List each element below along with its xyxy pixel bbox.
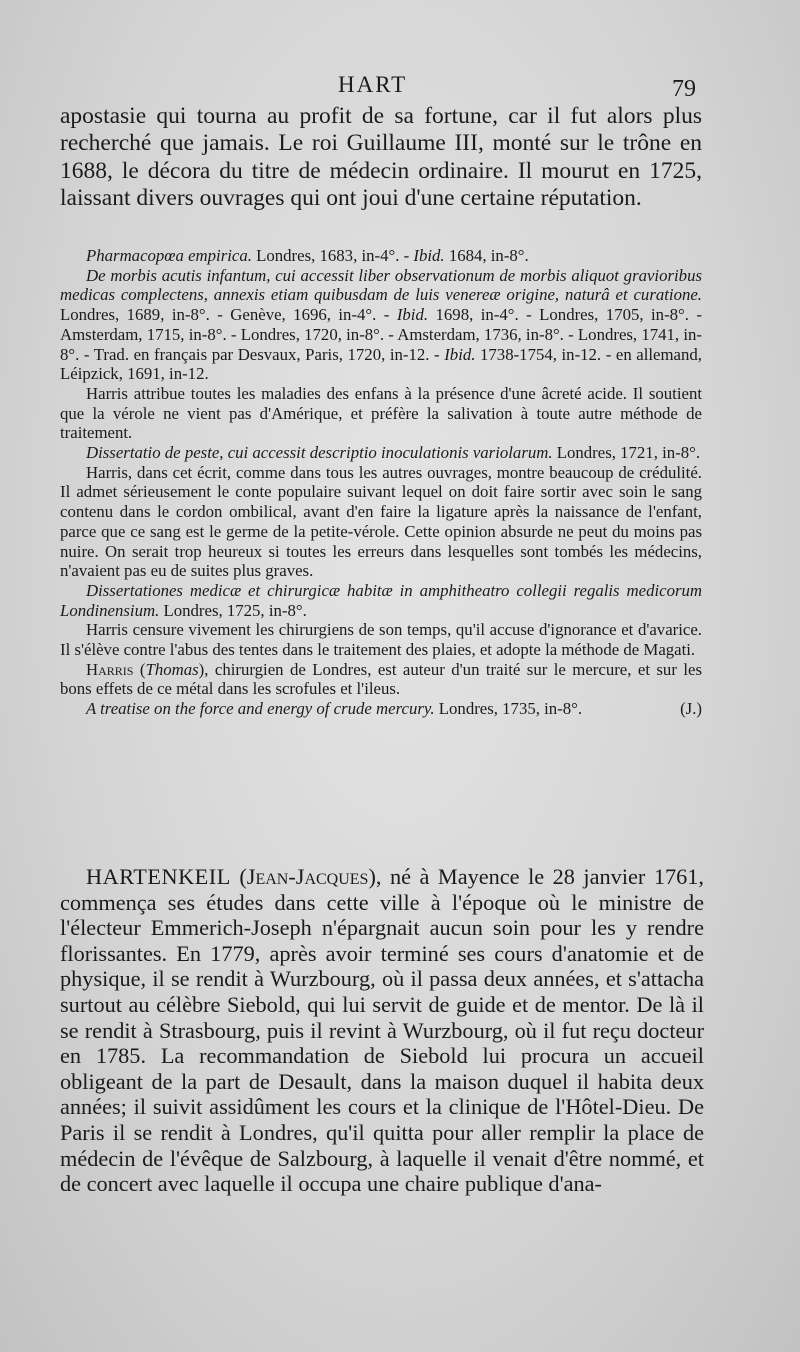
entry-given-name: (Jean-Jacques) [239,864,376,889]
work-title: Dissertationes medicæ et chirurgicæ habitæ in amphitheatro collegii regalis medicorum Londinensium. [60,580,702,620]
ibid: Ibid. [444,344,476,364]
note-harris-thomas [60,660,702,699]
entry-paragraph [60,864,704,1197]
note-commentary-surgeons: Harris censure vivement les chirurgiens de son temps, qu'il accuse d'ignorance et d'avarice. Il s'élève contre l'abus des tentes dans le traitement des plaies, et adopte la méthode de Magati. [60,620,702,660]
note-text: Londres, 1725, in-8°. [159,600,307,620]
note-dissertationes [60,581,702,620]
work-title: De morbis acutis infantum, cui accessit liber observationum de morbis aliquot gravioribus medicas complectens, annexis etiam quibusdam de luis venereæ origine, naturâ et curatione. [60,265,702,305]
note-text: Londres, 1735, in-8°. [434,699,583,719]
work-title: Dissertatio de peste, cui accessit descriptio inoculationis variolarum. [86,443,553,463]
continuation-text [60,103,702,212]
note-text: Londres, 1683, in-4°. - [251,246,414,265]
given-name: Thomas [145,659,199,679]
author-name: Harris [86,659,134,679]
note-text: ( [133,659,146,679]
note-text: Londres, 1689, in-8°. - Genève, 1696, in-4°. - [60,305,397,325]
running-head: HART [338,72,408,97]
page-header [0,70,800,104]
entry-headword: HARTENKEIL [86,864,231,889]
ibid: Ibid. [413,246,445,265]
note-text: 1684, in-8°. [444,246,529,265]
note-de-peste [60,443,702,463]
entry-hartenkeil [60,864,704,1197]
note-de-morbis [60,266,702,384]
note-treatise [60,699,702,719]
note-text: ), chirurgien de Londres, est auteur d'un traité sur le mercure, et sur les bons effets de ce métal dans les scrofules et l'ileus. [60,659,702,699]
entry-text: , né à Mayence le 28 janvier 1761, commença ses études dans cette ville à l'époque où le ministre de l'électeur Emmerich-Joseph n'épargnait aucun soin pour les y rendre florissantes. En 1779, après avoir terminé ses cours d'anatomie et de physique, il se rendit à Wurzbourg, où il passa deux années, et s'attacha surtout au célèbre Siebold, qui lui servit de guide et de mentor. De là il se rendit à Strasbourg, puis il revint à Wurzbourg, où il fut reçu docteur en 1785. La recommandation de Siebold lui procura un accueil obligeant de la part de Desault, dans la maison duquel il habita deux années; il suivit assidûment les cours et la clinique de l'Hôtel-Dieu. De Paris il se rendit à Londres, qu'il quitta pour aller remplir la place de médecin de l'évêque de Salzbourg, à laquelle il venait d'être nommé, et de concert avec laquelle il occupa une chaire publique d'ana- [60,864,704,1197]
work-title: Pharmacopœa empirica. [86,246,252,265]
note-text: Londres, 1721, in-8°. [552,443,701,463]
note-text: 1698, in-4°. - Londres, 1705, in-8°. - Amsterdam, 1715, in-8°. - Londres, 1720, in-8°. - Amsterdam, 1736, in-8°. - Londres, 1741, in-8°. - Trad. en français par Desvaux, Paris, 1720, in-12. - [60,305,702,364]
note-text: 1738-1754, in-12. - en allemand, Léipzick, 1691, in-12. [60,344,702,384]
note-pharmacopoea [60,246,702,266]
page-number: 79 [672,76,696,102]
continuation-paragraph: apostasie qui tourna au profit de sa fortune, car il fut alors plus recherché que jamais. Le roi Guillaume III, monté sur le trône en 1688, le décora du titre de médecin ordinaire. Il mourut en 1725, laissant divers ouvrages qui ont joui d'une certaine réputation. [60,103,702,211]
bibliography-notes [60,246,702,719]
ibid: Ibid. [396,305,429,325]
work-title: A treatise on the force and energy of crude mercury. [86,699,435,719]
note-commentary-acid: Harris attribue toutes les maladies des enfans à la présence d'une âcreté acide. Il soutient que la vérole ne vient pas d'Amérique, et préfère la salivation à toute autre méthode de traitement. [60,383,702,443]
author-signature: (J.) [680,699,702,719]
note-commentary-credulity: Harris, dans cet écrit, comme dans tous les autres ouvrages, montre beaucoup de crédulité. Il admet sérieusement le conte populaire suivant lequel on doit faire sortir avec soin le sang contenu dans le cordon ombilical, avant d'en faire la ligature après la naissance de l'enfant, parce que ce sang est le germe de la petite-vérole. Cette opinion absurde ne peut du moins pas nuire. On serait trop heureux si toutes les erreurs dans lesquelles sont tombés les médecins, n'avaient pas eu de suites plus graves. [60,462,702,581]
